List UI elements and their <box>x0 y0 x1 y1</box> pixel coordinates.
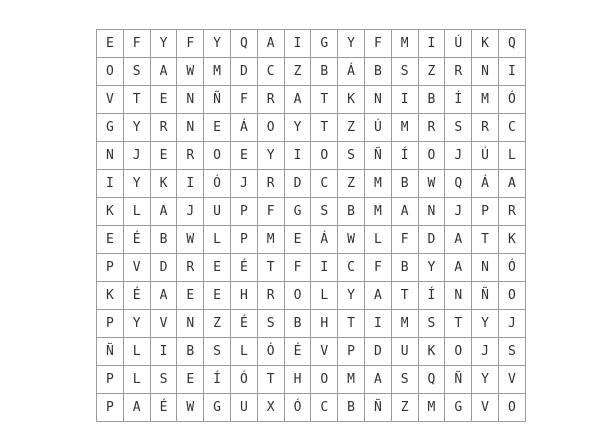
grid-cell[interactable]: Y <box>418 254 445 282</box>
grid-row <box>97 254 526 282</box>
grid-cell[interactable]: L <box>123 366 150 394</box>
grid-row <box>97 282 526 310</box>
grid-cell[interactable]: Ñ <box>472 282 499 310</box>
grid-cell[interactable]: Ñ <box>364 142 391 170</box>
grid-cell[interactable]: B <box>284 310 311 338</box>
grid-cell[interactable]: F <box>284 254 311 282</box>
grid-cell[interactable]: T <box>257 366 284 394</box>
grid-cell[interactable]: V <box>150 310 177 338</box>
grid-cell[interactable]: C <box>311 394 338 422</box>
grid-cell[interactable]: H <box>230 282 257 310</box>
grid-cell[interactable]: I <box>284 30 311 58</box>
grid-cell[interactable]: Y <box>338 30 365 58</box>
grid-cell[interactable]: K <box>97 282 124 310</box>
grid-cell[interactable]: M <box>364 198 391 226</box>
grid-cell[interactable]: R <box>472 114 499 142</box>
grid-cell[interactable]: N <box>418 198 445 226</box>
grid-cell[interactable]: Ó <box>204 170 231 198</box>
grid-cell[interactable]: P <box>97 366 124 394</box>
grid-cell[interactable]: E <box>150 142 177 170</box>
grid-cell[interactable]: T <box>123 86 150 114</box>
grid-body <box>97 30 526 422</box>
grid-cell[interactable]: L <box>498 142 525 170</box>
grid-cell[interactable]: F <box>364 30 391 58</box>
grid-cell[interactable]: I <box>391 86 418 114</box>
grid-cell[interactable]: X <box>257 394 284 422</box>
grid-row <box>97 114 526 142</box>
grid-row <box>97 226 526 254</box>
grid-cell[interactable]: K <box>338 86 365 114</box>
grid-cell[interactable]: B <box>150 226 177 254</box>
grid-cell[interactable]: É <box>150 394 177 422</box>
grid-cell[interactable]: Q <box>498 30 525 58</box>
grid-cell[interactable]: G <box>311 30 338 58</box>
grid-cell[interactable]: S <box>123 58 150 86</box>
grid-cell[interactable]: R <box>150 114 177 142</box>
grid-cell[interactable]: J <box>177 198 204 226</box>
grid-cell[interactable]: Ú <box>445 30 472 58</box>
grid-cell[interactable]: Q <box>418 366 445 394</box>
grid-cell[interactable]: Ñ <box>204 86 231 114</box>
grid-row <box>97 86 526 114</box>
grid-cell[interactable]: A <box>150 58 177 86</box>
grid-cell[interactable]: T <box>311 114 338 142</box>
grid-row <box>97 394 526 422</box>
grid-cell[interactable]: P <box>97 254 124 282</box>
grid-cell[interactable]: S <box>391 58 418 86</box>
grid-cell[interactable]: A <box>257 30 284 58</box>
grid-cell[interactable]: L <box>230 338 257 366</box>
grid-cell[interactable]: M <box>391 310 418 338</box>
grid-cell[interactable]: É <box>123 282 150 310</box>
grid-cell[interactable]: M <box>257 226 284 254</box>
grid-cell[interactable]: H <box>311 310 338 338</box>
grid-cell[interactable]: Í <box>445 86 472 114</box>
grid-cell[interactable]: Í <box>391 142 418 170</box>
grid-cell[interactable]: N <box>445 282 472 310</box>
grid-cell[interactable]: I <box>418 30 445 58</box>
grid-cell[interactable]: Y <box>338 282 365 310</box>
grid-cell[interactable]: A <box>123 394 150 422</box>
grid-cell[interactable]: O <box>311 366 338 394</box>
grid-cell[interactable]: N <box>177 114 204 142</box>
grid-cell[interactable]: E <box>97 30 124 58</box>
grid-cell[interactable]: M <box>204 58 231 86</box>
grid-cell[interactable]: D <box>418 226 445 254</box>
grid-cell[interactable]: O <box>284 282 311 310</box>
grid-cell[interactable]: M <box>391 114 418 142</box>
grid-cell[interactable]: P <box>97 394 124 422</box>
grid-cell[interactable]: F <box>230 86 257 114</box>
grid-cell[interactable]: K <box>418 338 445 366</box>
grid-cell[interactable]: A <box>284 86 311 114</box>
grid-cell[interactable]: G <box>97 114 124 142</box>
grid-cell[interactable]: J <box>445 198 472 226</box>
grid-cell[interactable]: P <box>472 198 499 226</box>
grid-cell[interactable]: D <box>284 170 311 198</box>
grid-cell[interactable]: V <box>123 254 150 282</box>
grid-cell[interactable]: V <box>311 338 338 366</box>
grid-cell[interactable]: P <box>230 198 257 226</box>
grid-cell[interactable]: T <box>445 310 472 338</box>
grid-cell[interactable]: W <box>177 394 204 422</box>
grid-cell[interactable]: Y <box>472 366 499 394</box>
grid-cell[interactable]: R <box>257 170 284 198</box>
grid-cell[interactable]: Ú <box>364 114 391 142</box>
grid-cell[interactable]: D <box>364 338 391 366</box>
grid-cell[interactable]: Á <box>338 58 365 86</box>
grid-cell[interactable]: Y <box>257 142 284 170</box>
grid-cell[interactable]: A <box>445 254 472 282</box>
grid-cell[interactable]: Y <box>472 310 499 338</box>
grid-cell[interactable]: S <box>445 114 472 142</box>
grid-cell[interactable]: D <box>150 254 177 282</box>
grid-cell[interactable]: A <box>391 198 418 226</box>
grid-cell[interactable]: C <box>257 58 284 86</box>
grid-cell[interactable]: E <box>150 86 177 114</box>
grid-cell[interactable]: W <box>177 58 204 86</box>
grid-cell[interactable]: I <box>97 170 124 198</box>
grid-cell[interactable]: Y <box>284 114 311 142</box>
grid-cell[interactable]: P <box>230 226 257 254</box>
grid-cell[interactable]: Z <box>284 58 311 86</box>
grid-cell[interactable]: B <box>391 170 418 198</box>
grid-cell[interactable]: E <box>177 366 204 394</box>
grid-cell[interactable]: Z <box>204 310 231 338</box>
grid-cell[interactable]: L <box>204 226 231 254</box>
grid-cell[interactable]: T <box>338 310 365 338</box>
grid-cell[interactable]: W <box>418 170 445 198</box>
grid-cell[interactable]: O <box>418 142 445 170</box>
grid-cell[interactable]: O <box>498 282 525 310</box>
grid-cell[interactable]: O <box>498 394 525 422</box>
grid-cell[interactable]: Q <box>230 30 257 58</box>
grid-cell[interactable]: O <box>445 338 472 366</box>
grid-cell[interactable]: F <box>177 30 204 58</box>
grid-cell[interactable]: W <box>177 226 204 254</box>
grid-cell[interactable]: Ó <box>498 86 525 114</box>
grid-cell[interactable]: Ñ <box>364 394 391 422</box>
grid-cell[interactable]: N <box>177 86 204 114</box>
grid-cell[interactable]: Ó <box>230 366 257 394</box>
grid-cell[interactable]: Z <box>418 58 445 86</box>
grid-cell[interactable]: I <box>177 170 204 198</box>
grid-cell[interactable]: Ó <box>284 394 311 422</box>
grid-cell[interactable]: O <box>257 114 284 142</box>
grid-cell[interactable]: I <box>311 254 338 282</box>
grid-cell[interactable]: F <box>123 30 150 58</box>
grid-cell[interactable]: C <box>338 254 365 282</box>
grid-cell[interactable]: B <box>177 338 204 366</box>
grid-cell[interactable]: Í <box>204 366 231 394</box>
grid-cell[interactable]: G <box>204 394 231 422</box>
grid-cell[interactable]: R <box>445 58 472 86</box>
grid-cell[interactable]: A <box>150 282 177 310</box>
grid-cell[interactable]: K <box>150 170 177 198</box>
grid-cell[interactable]: I <box>150 338 177 366</box>
grid-cell[interactable]: R <box>257 86 284 114</box>
grid-cell[interactable]: K <box>472 30 499 58</box>
grid-cell[interactable]: E <box>204 114 231 142</box>
grid-cell[interactable]: Z <box>338 114 365 142</box>
grid-row <box>97 170 526 198</box>
grid-cell[interactable]: V <box>498 366 525 394</box>
grid-cell[interactable]: M <box>418 394 445 422</box>
grid-cell[interactable]: O <box>311 142 338 170</box>
grid-cell[interactable]: E <box>177 282 204 310</box>
grid-cell[interactable]: V <box>97 86 124 114</box>
grid-row <box>97 366 526 394</box>
grid-cell[interactable]: C <box>311 170 338 198</box>
grid-cell[interactable]: N <box>364 86 391 114</box>
grid-cell[interactable]: J <box>498 310 525 338</box>
grid-cell[interactable]: Ó <box>498 254 525 282</box>
grid-cell[interactable]: S <box>311 198 338 226</box>
grid-cell[interactable]: R <box>257 282 284 310</box>
grid-cell[interactable]: Y <box>204 30 231 58</box>
grid-cell[interactable]: F <box>391 226 418 254</box>
grid-cell[interactable]: Q <box>445 170 472 198</box>
grid-cell[interactable]: E <box>204 254 231 282</box>
grid-cell[interactable]: S <box>204 338 231 366</box>
grid-cell[interactable]: L <box>123 338 150 366</box>
grid-cell[interactable]: U <box>391 338 418 366</box>
grid-cell[interactable]: R <box>177 254 204 282</box>
grid-cell[interactable]: B <box>311 58 338 86</box>
grid-cell[interactable]: E <box>204 282 231 310</box>
grid-cell[interactable]: Í <box>418 282 445 310</box>
grid-cell[interactable]: S <box>391 366 418 394</box>
grid-row <box>97 142 526 170</box>
grid-cell[interactable]: N <box>97 142 124 170</box>
grid-cell[interactable]: P <box>338 338 365 366</box>
grid-cell[interactable]: R <box>498 198 525 226</box>
grid-cell[interactable]: K <box>97 198 124 226</box>
grid-cell[interactable]: F <box>364 254 391 282</box>
grid-cell[interactable]: J <box>230 170 257 198</box>
grid-cell[interactable]: V <box>472 394 499 422</box>
grid-cell[interactable]: A <box>445 226 472 254</box>
grid-cell[interactable]: W <box>338 226 365 254</box>
grid-cell[interactable]: Ñ <box>97 338 124 366</box>
grid-cell[interactable]: A <box>364 282 391 310</box>
grid-cell[interactable]: I <box>284 142 311 170</box>
grid-cell[interactable]: R <box>418 114 445 142</box>
grid-cell[interactable]: Á <box>472 170 499 198</box>
grid-cell[interactable]: B <box>338 394 365 422</box>
grid-cell[interactable]: S <box>150 366 177 394</box>
grid-cell[interactable]: I <box>498 58 525 86</box>
grid-cell[interactable]: E <box>97 226 124 254</box>
grid-cell[interactable]: D <box>230 58 257 86</box>
grid-cell[interactable]: K <box>498 226 525 254</box>
grid-cell[interactable]: L <box>311 282 338 310</box>
grid-cell[interactable]: N <box>177 310 204 338</box>
grid-cell[interactable]: Ñ <box>445 366 472 394</box>
grid-row <box>97 310 526 338</box>
grid-cell[interactable]: M <box>338 366 365 394</box>
grid-cell[interactable]: P <box>97 310 124 338</box>
grid-cell[interactable]: É <box>230 310 257 338</box>
grid-cell[interactable]: J <box>445 142 472 170</box>
grid-cell[interactable]: L <box>364 226 391 254</box>
grid-cell[interactable]: M <box>472 86 499 114</box>
grid-cell[interactable]: G <box>284 198 311 226</box>
grid-cell[interactable]: Ó <box>257 338 284 366</box>
grid-cell[interactable]: Ú <box>472 142 499 170</box>
grid-cell[interactable]: J <box>123 142 150 170</box>
grid-row <box>97 338 526 366</box>
grid-cell[interactable]: E <box>284 226 311 254</box>
grid-cell[interactable]: Á <box>230 114 257 142</box>
grid-cell[interactable]: B <box>391 254 418 282</box>
grid-cell[interactable]: R <box>177 142 204 170</box>
grid-cell[interactable]: Y <box>150 30 177 58</box>
grid-cell[interactable]: T <box>391 282 418 310</box>
grid-cell[interactable]: B <box>364 58 391 86</box>
grid-cell[interactable]: É <box>284 338 311 366</box>
grid-row <box>97 58 526 86</box>
grid-cell[interactable]: É <box>230 254 257 282</box>
grid-cell[interactable]: Á <box>311 226 338 254</box>
grid-cell[interactable]: S <box>418 310 445 338</box>
grid-cell[interactable]: L <box>123 198 150 226</box>
grid-cell[interactable]: Y <box>123 114 150 142</box>
grid-cell[interactable]: H <box>284 366 311 394</box>
grid-cell[interactable]: G <box>445 394 472 422</box>
grid-cell[interactable]: N <box>472 58 499 86</box>
grid-cell[interactable]: Y <box>123 170 150 198</box>
grid-cell[interactable]: S <box>338 142 365 170</box>
grid-cell[interactable]: A <box>364 366 391 394</box>
grid-row <box>97 30 526 58</box>
grid-cell[interactable]: N <box>472 254 499 282</box>
grid-cell[interactable]: A <box>498 170 525 198</box>
grid-cell[interactable]: S <box>257 310 284 338</box>
grid-cell[interactable]: O <box>97 58 124 86</box>
grid-cell[interactable]: U <box>204 198 231 226</box>
grid-cell[interactable]: J <box>472 338 499 366</box>
grid-cell[interactable]: Z <box>338 170 365 198</box>
grid-cell[interactable]: B <box>338 198 365 226</box>
grid-cell[interactable]: I <box>364 310 391 338</box>
grid-cell[interactable]: E <box>230 142 257 170</box>
grid-cell[interactable]: Y <box>123 310 150 338</box>
grid-cell[interactable]: U <box>230 394 257 422</box>
grid-cell[interactable]: T <box>257 254 284 282</box>
grid-cell[interactable]: C <box>498 114 525 142</box>
grid-cell[interactable]: T <box>311 86 338 114</box>
grid-cell[interactable]: É <box>123 226 150 254</box>
grid-cell[interactable]: F <box>257 198 284 226</box>
grid-cell[interactable]: Z <box>391 394 418 422</box>
grid-cell[interactable]: S <box>498 338 525 366</box>
grid-row <box>97 198 526 226</box>
grid-cell[interactable]: B <box>418 86 445 114</box>
grid-cell[interactable]: M <box>364 170 391 198</box>
grid-cell[interactable]: A <box>150 198 177 226</box>
grid-cell[interactable]: M <box>391 30 418 58</box>
grid-cell[interactable]: T <box>472 226 499 254</box>
grid-cell[interactable]: O <box>204 142 231 170</box>
word-search-grid <box>96 29 526 422</box>
